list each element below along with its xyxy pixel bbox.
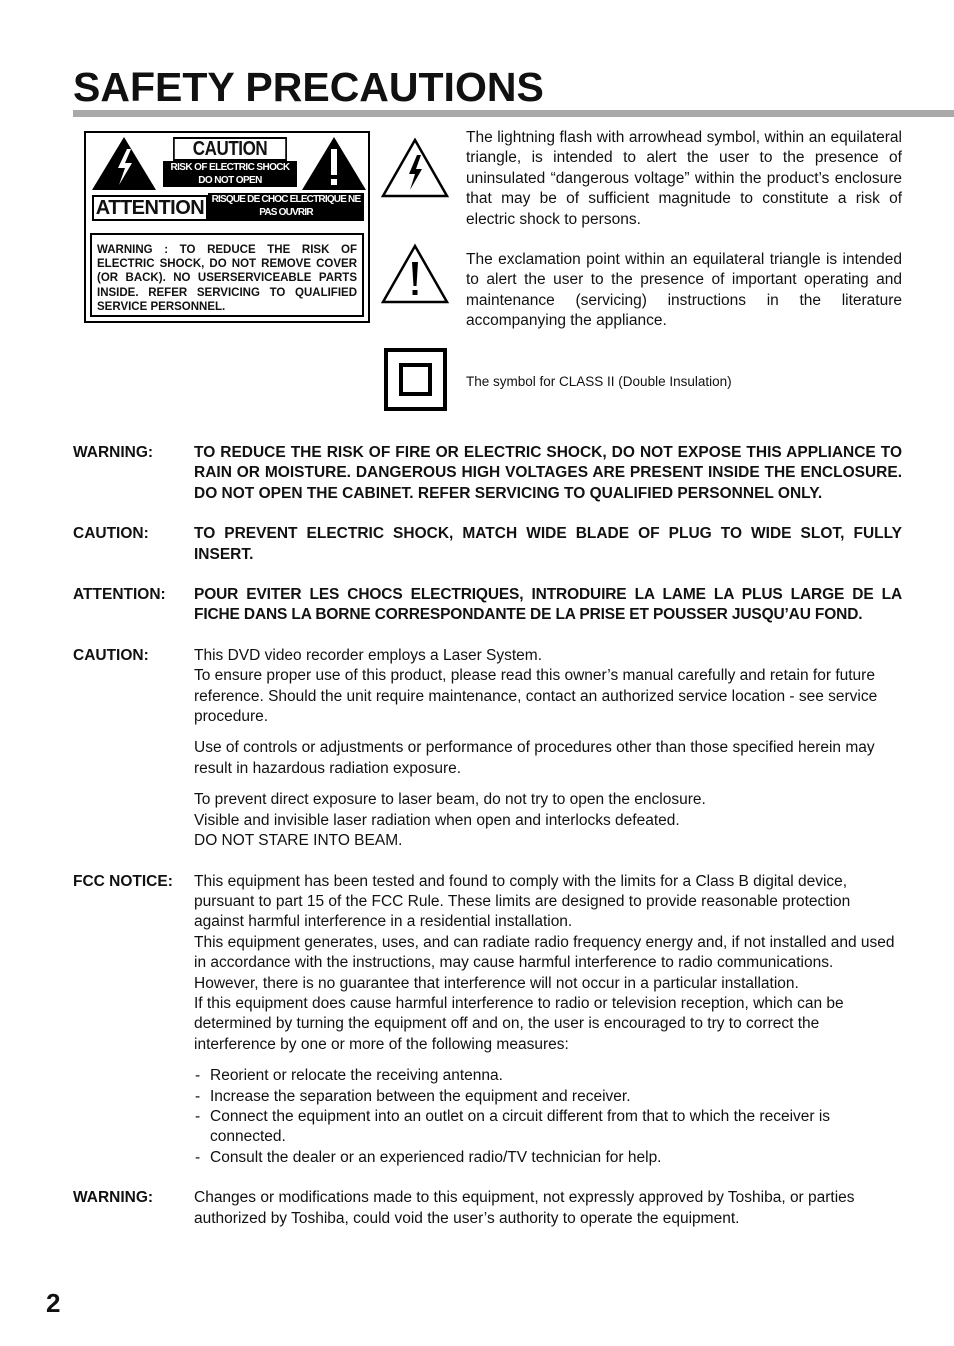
attention-subtext-line-1: RISQUE DE CHOC ELECTRIQUE NE (211, 194, 361, 205)
caution-label-header (86, 133, 368, 225)
fcc-notice-para (194, 872, 902, 1056)
caution-laser-para-3 (194, 790, 902, 851)
list-item: - Increase the separation between the equipment and receiver. (194, 1087, 902, 1107)
exclamation-warning-icon (300, 135, 368, 191)
class2-double-insulation-icon (384, 348, 447, 411)
fcc-measures-list (194, 1066, 902, 1168)
precaution-sections (73, 443, 902, 1249)
warning-section (73, 443, 902, 504)
fcc-notice-line: If this equipment does cause harmful interference to radio or television reception, which can be determined by turning the equipment off and on, the user is encouraged to try to correct the interference by one or more of the following measures: (194, 994, 844, 1053)
caution-laser-line: DO NOT STARE INTO BEAM. (194, 832, 403, 850)
lightning-warning-icon (90, 135, 158, 191)
exclamation-symbol-icon (380, 243, 450, 305)
page-number: 2 (46, 1288, 61, 1318)
caution-subtext-line-1: RISK OF ELECTRIC SHOCK (170, 162, 290, 173)
lightning-symbol-icon (380, 137, 450, 199)
caution-laser-line: This DVD video recorder employs a Laser System. (194, 646, 543, 664)
list-item: - Connect the equipment into an outlet on a circuit different from that to which the receiver is connected. (194, 1107, 902, 1148)
caution-laser-para-1 (194, 646, 902, 728)
attention-heading: ATTENTION (92, 195, 208, 221)
attention-section-label: ATTENTION: (73, 586, 166, 604)
warning-modifications-label: WARNING: (73, 1189, 154, 1207)
lightning-symbol-description: The lightning flash with arrowhead symbol, within an equilateral triangle, is intended to alert the user to the presence of uninsulated “dangerous voltage” within the product’s enclosure that may be of sufficient magnitude to constitute a risk of electric shock to persons. (466, 129, 902, 228)
caution-laser-body (194, 646, 902, 852)
fcc-notice-line: This equipment generates, uses, and can radiate radio frequency energy and, if not installed and used in accordance with the instructions, may cause harmful interference to radio communications. (194, 933, 895, 972)
fcc-notice-line: However, there is no guarantee that interference will not occur in a particular installation. (194, 974, 799, 992)
caution-laser-line: To prevent direct exposure to laser beam, do not try to open the enclosure. (194, 791, 706, 809)
attention-subtext (208, 193, 364, 221)
fcc-notice-body (194, 872, 902, 1169)
caution-heading: CAUTION (173, 137, 287, 161)
list-item: - Reorient or relocate the receiving antenna. (194, 1066, 902, 1086)
caution-laser-section (73, 646, 902, 852)
warning-modifications-section (73, 1188, 902, 1229)
label-warning-text: WARNING : TO REDUCE THE RISK OF ELECTRIC SHOCK, DO NOT REMOVE COVER (OR BACK). NO USERSERVICEABLE PARTS INSIDE. REFER SERVICING TO QUALIFIED SERVICE PERSONNEL. (97, 244, 357, 313)
page-title: SAFETY PRECAUTIONS (73, 64, 544, 110)
title-rule (73, 110, 954, 117)
class2-symbol-description: The symbol for CLASS II (Double Insulation) (466, 374, 732, 389)
attention-section (73, 585, 902, 626)
caution-label (84, 131, 370, 323)
caution-laser-line: To ensure proper use of this product, please read this owner’s manual carefully and retain for future reference. Should the unit require maintenance, contact an authorized service location - see service procedure. (194, 667, 878, 726)
fcc-notice-section (73, 872, 902, 1169)
attention-subtext-line-2: PAS OUVRIR (259, 207, 313, 218)
fcc-notice-label: FCC NOTICE: (73, 872, 173, 890)
fcc-notice-line: This equipment has been tested and found to comply with the limits for a Class B digital device, pursuant to part 15 of the FCC Rule. These limits are designed to provide reasonable protection against harmful interference in a residential installation. (194, 872, 851, 931)
attention-section-text: POUR EVITER LES CHOCS ELECTRIQUES, INTRODUIRE LA LAME LA PLUS LARGE DE LA FICHE DANS LA BORNE CORRESPONDANTE DE LA PRISE ET POUSSER JUSQU’AU FOND. (194, 586, 902, 624)
warning-section-label: WARNING: (73, 444, 154, 461)
caution-plug-text: TO PREVENT ELECTRIC SHOCK, MATCH WIDE BLADE OF PLUG TO WIDE SLOT, FULLY INSERT. (194, 525, 902, 563)
list-item: - Consult the dealer or an experienced radio/TV technician for help. (194, 1148, 902, 1168)
caution-laser-line: Visible and invisible laser radiation when open and interlocks defeated. (194, 811, 680, 829)
warning-modifications-text: Changes or modifications made to this equipment, not expressly approved by Toshiba, or parties authorized by Toshiba, could void the user’s authority to operate the equipment. (194, 1189, 855, 1227)
exclamation-symbol-description: The exclamation point within an equilateral triangle is intended to alert the user to the presence of important operating and maintenance (servicing) instructions in the literature accompanying the appliance. (466, 251, 902, 330)
warning-section-text: TO REDUCE THE RISK OF FIRE OR ELECTRIC SHOCK, DO NOT EXPOSE THIS APPLIANCE TO RAIN OR MOISTURE. DANGEROUS HIGH VOLTAGES ARE PRESENT INSIDE THE ENCLOSURE. DO NOT OPEN THE CABINET. REFER SERVICING TO QUALIFIED PERSONNEL ONLY. (194, 444, 902, 502)
caution-laser-para-2: Use of controls or adjustments or performance of procedures other than those specified herein may result in hazardous radiation exposure. (194, 739, 875, 777)
caution-subtext-line-2: DO NOT OPEN (198, 175, 262, 186)
caution-laser-label: CAUTION: (73, 646, 149, 664)
caution-plug-section (73, 524, 902, 565)
caution-plug-label: CAUTION: (73, 525, 149, 543)
caution-subtext (163, 161, 297, 187)
